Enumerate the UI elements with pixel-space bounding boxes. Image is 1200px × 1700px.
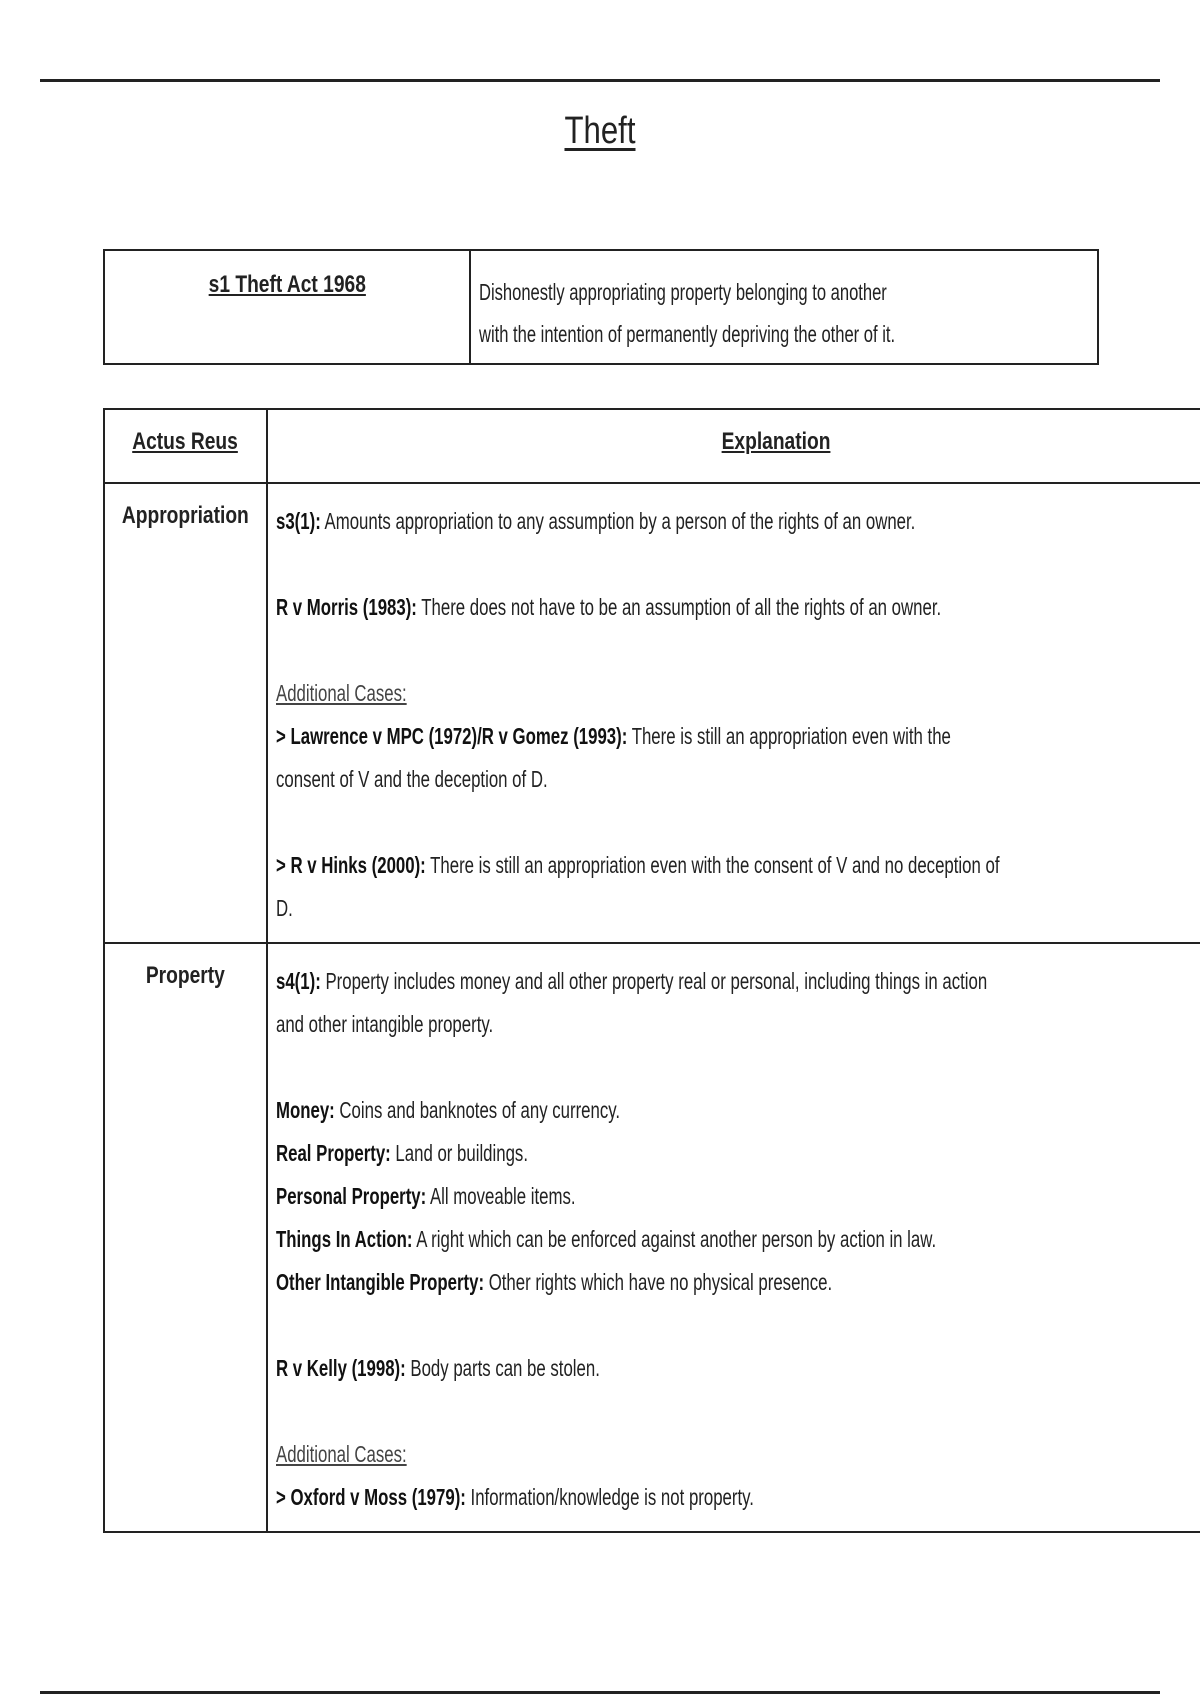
- table-row-appropriation: [104, 483, 1200, 943]
- personal-property-line: Personal Property: All moveable items.: [275, 1183, 576, 1209]
- money-line: Money: Coins and banknotes of any currency.: [275, 1097, 620, 1123]
- explanation-property: [267, 943, 1200, 1532]
- s4-paragraph: s4(1): Property includes money and all other property real or personal, including things in action and other intangible property.: [275, 968, 987, 1037]
- additional-cases-label: Additional Cases:: [275, 680, 407, 706]
- top-rule: [40, 79, 1160, 82]
- statute-definition: Dishonestly appropriating property belonging to another with the intention of permanently depriving the other of it.: [479, 279, 896, 347]
- s3-paragraph: s3(1): Amounts appropriation to any assumption by a person of the rights of an owner.: [275, 508, 915, 534]
- oxford-paragraph: > Oxford v Moss (1979): Information/knowledge is not property.: [275, 1484, 754, 1510]
- statute-name-cell: [104, 250, 470, 364]
- table-row-property: [104, 943, 1200, 1532]
- kelly-paragraph: R v Kelly (1998): Body parts can be stolen.: [275, 1355, 600, 1381]
- actus-reus-table: [103, 408, 1200, 1533]
- header-actus-reus: Actus Reus: [104, 409, 267, 483]
- other-intangible-line: Other Intangible Property: Other rights which have no physical presence.: [275, 1269, 832, 1295]
- header-explanation: Explanation: [267, 409, 1200, 483]
- statute-definition-cell: [470, 250, 1098, 364]
- row-label-property: Property: [104, 943, 267, 1532]
- page-title: Theft: [564, 110, 636, 152]
- things-in-action-line: Things In Action: A right which can be enforced against another person by action in law.: [275, 1226, 936, 1252]
- hinks-paragraph: > R v Hinks (2000): There is still an appropriation even with the consent of V and no deception of D.: [275, 852, 1000, 921]
- explanation-appropriation: [267, 483, 1200, 943]
- table-header-row: [104, 409, 1200, 483]
- morris-paragraph: R v Morris (1983): There does not have to be an assumption of all the rights of an owner.: [275, 594, 941, 620]
- additional-cases-label-property: Additional Cases:: [275, 1441, 407, 1467]
- statute-table: [103, 249, 1099, 365]
- statute-name: s1 Theft Act 1968: [208, 271, 366, 298]
- lawrence-paragraph: > Lawrence v MPC (1972)/R v Gomez (1993): There is still an appropriation even with the consent of V and the deception of D.: [275, 723, 951, 792]
- row-label-appropriation: Appropriation: [104, 483, 267, 943]
- real-property-line: Real Property: Land or buildings.: [275, 1140, 528, 1166]
- bottom-rule: [40, 1691, 1160, 1694]
